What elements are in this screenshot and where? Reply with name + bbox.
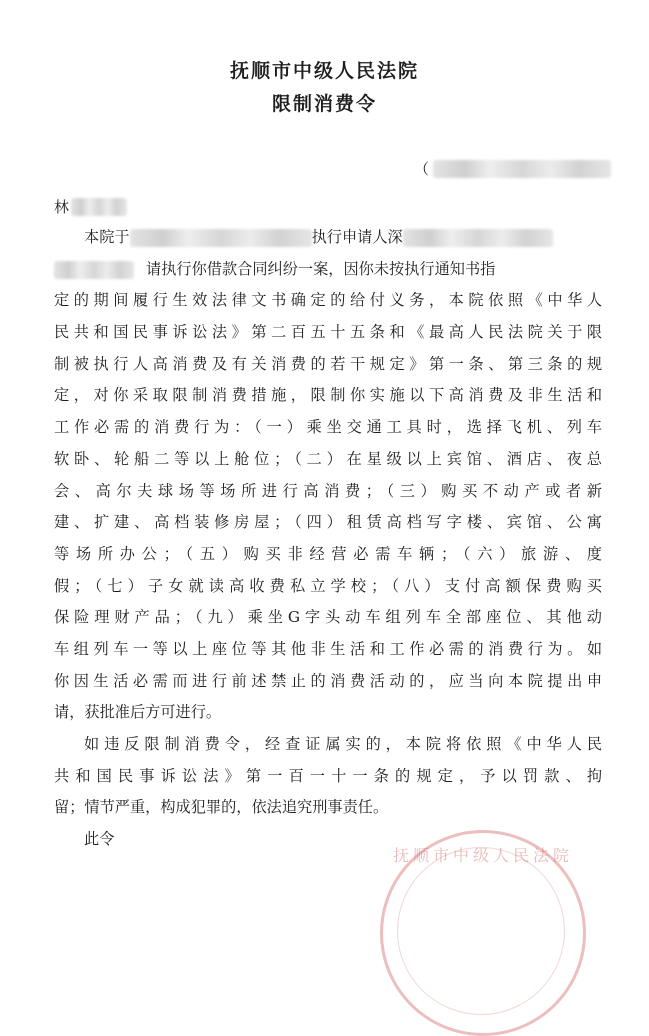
body-line: 工作必需的消费行为：（一）乘坐交通工具时，选择飞机、列车 <box>54 418 602 437</box>
body-line: 共和国民事诉讼法》第一百一十一条的规定，予以罚款、拘 <box>54 766 602 785</box>
redacted-addressee-name <box>71 198 127 216</box>
seal-text: 抚顺市中级人民法院 <box>392 846 573 865</box>
redacted-applicant-cont <box>54 261 134 279</box>
body-line: 假；（七）子女就读高收费私立学校；（八）支付高额保费购买 <box>54 576 602 595</box>
document-body <box>54 222 602 856</box>
line-text: 请执行你借款合同纠纷一案，因你未按执行通知书指 <box>146 259 496 278</box>
redacted-applicant <box>403 229 553 247</box>
redacted-case-number <box>433 160 611 178</box>
court-name: 抚顺市中级人民法院 <box>229 60 419 82</box>
body-line: 民共和国民事诉讼法》第二百五十五条和《最高人民法院关于限 <box>54 323 602 342</box>
document-title: 限制消费令 <box>271 93 377 115</box>
body-line: 车组列车一等以上座位等其他非生活和工作必需的消费行为。如 <box>54 639 602 658</box>
body-line: 如违反限制消费令，经查证属实的，本院将依照《中华人民 <box>84 735 602 753</box>
case-number <box>414 158 611 179</box>
body-line: 建、扩建、高档装修房屋；（四）租赁高档写字楼、宾馆、公寓 <box>54 513 602 532</box>
line-text: 执行申请人深 <box>311 228 403 246</box>
body-line: 等场所办公；（五）购买非经营必需车辆；（六）旅游、度 <box>54 544 602 563</box>
body-line: 定的期间履行生效法律文书确定的给付义务，本院依照《中华人 <box>54 291 602 310</box>
body-line: 留；情节严重，构成犯罪的，依法追究刑事责任。 <box>54 798 389 817</box>
closing-text: 此令 <box>84 830 115 849</box>
body-line: 定，对你采取限制消费措施，限制你实施以下高消费及非生活和 <box>54 386 602 405</box>
case-number-prefix: （ <box>414 160 430 178</box>
body-line: 请，获批准后方可进行。 <box>54 703 222 722</box>
body-line: 制被执行人高消费及有关消费的若干规定》第一条、第三条的规 <box>54 354 602 373</box>
body-line: 你因生活必需而进行前述禁止的消费活动的，应当向本院提出申 <box>54 671 602 690</box>
body-line: 软卧、轮船二等以上舱位；（二）在星级以上宾馆、酒店、夜总 <box>54 449 602 468</box>
body-line <box>54 222 602 254</box>
redacted-date <box>130 229 312 247</box>
addressee-name: 林 <box>54 198 70 216</box>
addressee <box>54 196 127 217</box>
court-seal <box>380 830 586 1036</box>
body-line: 会、高尔夫球场等场所进行高消费；（三）购买不动产或者新 <box>54 481 602 500</box>
body-line <box>54 254 602 286</box>
seal-inner-ring <box>397 847 565 1015</box>
body-line: 保险理财产品；（九）乘坐G字头动车组列车全部座位、其他动 <box>54 608 602 627</box>
line-text: 本院于 <box>84 228 130 246</box>
